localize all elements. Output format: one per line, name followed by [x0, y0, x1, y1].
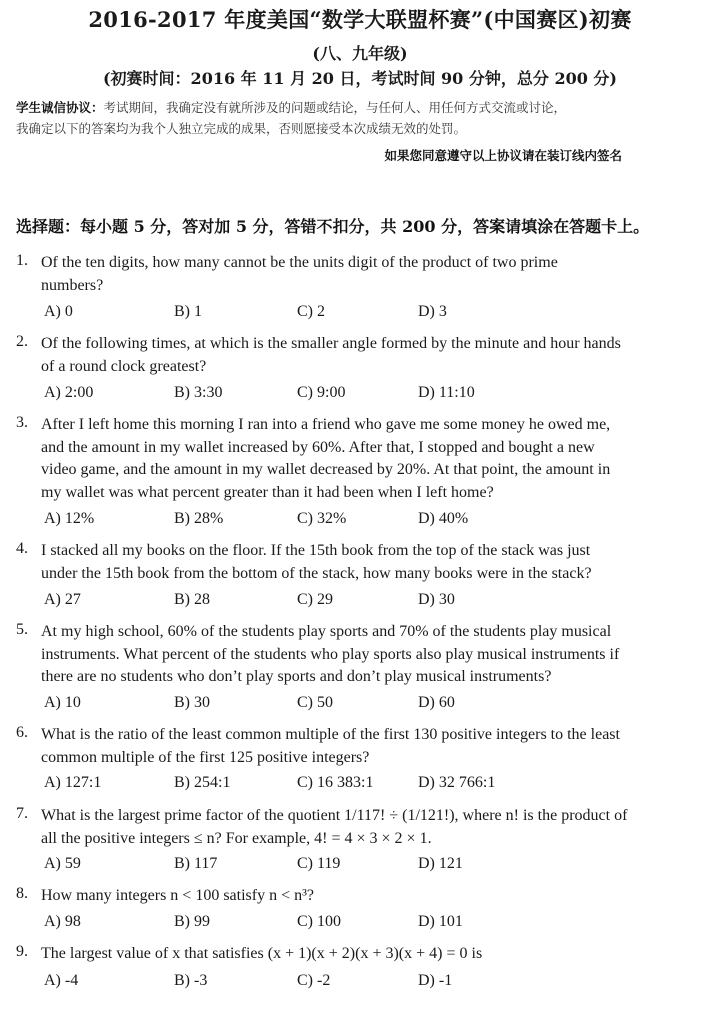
option-b: B) 254:1 [174, 774, 231, 791]
option-c: C) 32% [297, 510, 347, 527]
option-b: B) 99 [174, 913, 210, 930]
exam-info: (初赛时间：2016 年 11 月 20 日，考试时间 90 分钟，总分 200 分) [102, 69, 617, 88]
option-c: C) 50 [297, 694, 333, 711]
question-line: What is the ratio of the least common multiple of the first 130 positive integers to the least [41, 726, 620, 743]
question-text [41, 885, 671, 908]
question-number: 1. [16, 252, 28, 269]
option-d: D) 40% [418, 510, 469, 527]
option-b: B) 3:30 [174, 384, 223, 401]
option-d: D) 11:10 [418, 384, 475, 401]
option-a: A) 2:00 [44, 384, 94, 401]
question-line: my wallet was what percent greater than it had been when I left home? [41, 483, 494, 501]
option-b: B) 1 [174, 303, 202, 320]
question-number: 9. [16, 943, 28, 960]
question-text [41, 943, 671, 966]
option-a: A) 59 [44, 855, 81, 872]
question-line: under the 15th book from the bottom of the stack, how many books were in the stack? [41, 564, 592, 582]
option-d: D) 121 [418, 855, 463, 872]
option-b: B) 28 [174, 591, 210, 608]
option-c: C) 119 [297, 855, 341, 872]
question-line: At my high school, 60% of the students play sports and 70% of the students play musical [41, 623, 612, 640]
option-d: D) -1 [418, 972, 453, 989]
option-d: D) 101 [418, 913, 463, 930]
option-a: A) 0 [44, 303, 73, 320]
question-line: How many integers n < 100 satisfy n < n³? [41, 887, 315, 904]
sign-prompt: 如果您同意遵守以上协议请在装订线内签名 [384, 148, 622, 163]
question-text [41, 414, 671, 504]
pledge-label: 学生诚信协议： [16, 100, 104, 115]
question-line: there are no students who don’t play sports and don’t play musical instruments? [41, 668, 552, 685]
question-line: and the amount in my wallet increased by 60%. After that, I stopped and bought a new [41, 438, 595, 456]
question-text [41, 540, 671, 585]
option-c: C) 100 [297, 913, 341, 930]
pledge-text-1: 考试期间，我确定没有就所涉及的问题或结论，与任何人、用任何方式交流或讨论， [103, 100, 567, 115]
question-number: 5. [16, 621, 28, 638]
grade-subtitle: (八、九年级) [312, 44, 408, 63]
option-d: D) 3 [418, 303, 447, 320]
integrity-pledge [16, 97, 706, 139]
option-d: D) 60 [418, 694, 455, 711]
question-line: common multiple of the first 125 positive integers? [41, 748, 370, 766]
question-line: Of the ten digits, how many cannot be the units digit of the product of two prime [41, 254, 558, 271]
option-a: A) -4 [44, 972, 79, 989]
question-line: video game, and the amount in my wallet decreased by 20%. At that point, the amount in [41, 461, 611, 478]
option-c: C) 2 [297, 303, 325, 320]
option-d: D) 32 766:1 [418, 774, 496, 791]
question-line: of a round clock greatest? [41, 357, 207, 375]
question-line: instruments. What percent of the students who play sports also play musical instruments if [41, 645, 620, 663]
option-a: A) 27 [44, 591, 81, 608]
question-number: 2. [16, 333, 28, 350]
question-line: The largest value of x that satisfies (x + 1)(x + 2)(x + 3)(x + 4) = 0 is [41, 945, 483, 962]
option-a: A) 10 [44, 694, 81, 711]
pledge-line-2: 我确定以下的答案均为我个人独立完成的成果，否则愿接受本次成绩无效的处罚。 [16, 121, 467, 136]
question-text [41, 333, 671, 378]
question-number: 7. [16, 805, 28, 822]
option-a: A) 12% [44, 510, 95, 527]
question-number: 6. [16, 724, 28, 741]
question-number: 4. [16, 540, 28, 557]
question-line: numbers? [41, 276, 104, 294]
page-title: 2016-2017 年度美国“数学大联盟杯赛”(中国赛区)初赛 [88, 7, 632, 32]
option-b: B) -3 [174, 972, 208, 989]
question-number: 8. [16, 885, 28, 902]
question-line: all the positive integers ≤ n? For example, 4! = 4 × 3 × 2 × 1. [41, 829, 432, 847]
option-c: C) 9:00 [297, 384, 346, 401]
question-text [41, 805, 671, 850]
option-b: B) 30 [174, 694, 210, 711]
option-a: A) 127:1 [44, 774, 102, 791]
question-line: After I left home this morning I ran into a friend who gave me some money he owed me, [41, 416, 611, 433]
question-line: Of the following times, at which is the smaller angle formed by the minute and hour hands [41, 335, 621, 352]
question-text [41, 252, 671, 297]
pledge-line-1 [16, 97, 706, 118]
question-text [41, 724, 671, 769]
option-c: C) 29 [297, 591, 333, 608]
instructions: 选择题：每小题 5 分，答对加 5 分，答错不扣分，共 200 分，答案请填涂在答题卡上。 [16, 217, 650, 236]
option-b: B) 28% [174, 510, 224, 527]
option-c: C) 16 383:1 [297, 774, 374, 791]
option-d: D) 30 [418, 591, 455, 608]
question-text [41, 621, 671, 689]
option-c: C) -2 [297, 972, 331, 989]
option-a: A) 98 [44, 913, 81, 930]
question-line: What is the largest prime factor of the quotient 1/117! ÷ (1/121!), where n! is the product of [41, 807, 628, 824]
question-number: 3. [16, 414, 28, 431]
option-b: B) 117 [174, 855, 218, 872]
question-line: I stacked all my books on the floor. If the 15th book from the top of the stack was just [41, 542, 591, 559]
